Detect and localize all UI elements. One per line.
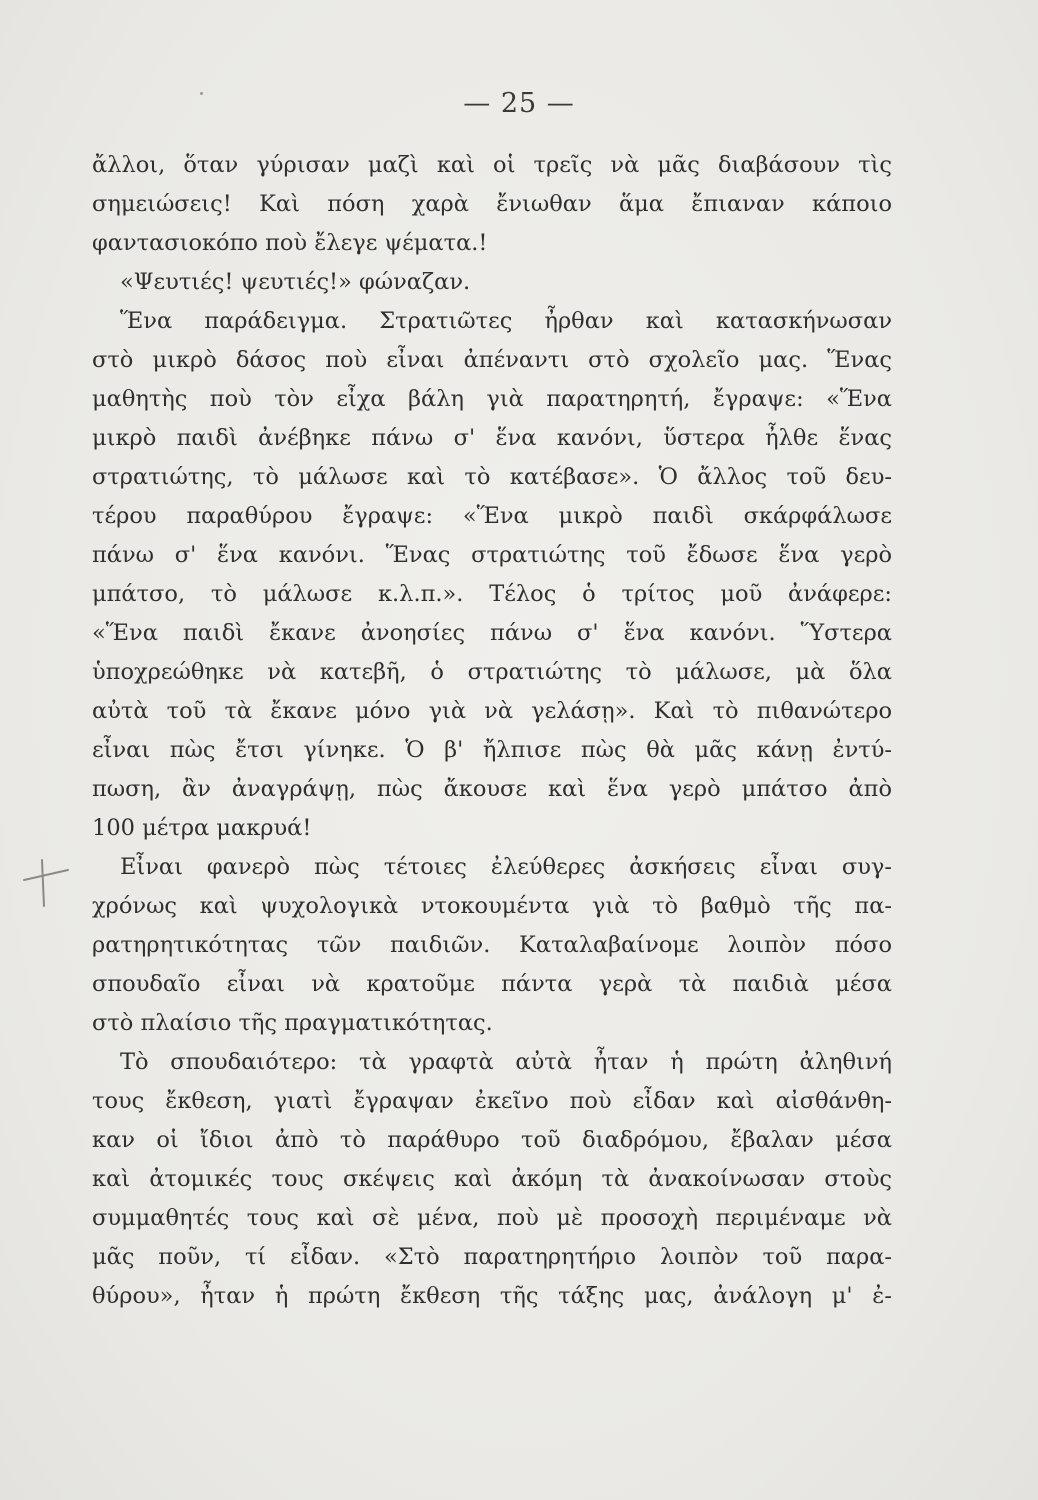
text-line: φαντασιοκόπο ποὺ ἔλεγε ψέματα.! <box>92 230 488 256</box>
text-line: αὐτὰ τοῦ τὰ ἔκανε μόνο γιὰ νὰ γελάσῃ». Καὶ τὸ πιθανώτερο <box>92 698 892 724</box>
text-line: στὸ πλαίσιο τῆς πραγματικότητας. <box>92 1010 493 1036</box>
text-line: πωση, ἂν ἀναγράψῃ, πὼς ἄκουσε καὶ ἕνα γερὸ μπάτσο ἀπὸ <box>92 776 892 802</box>
text-line: ἄλλοι, ὅταν γύρισαν μαζὶ καὶ οἱ τρεῖς νὰ μᾶς διαβάσουν τὶς <box>92 152 892 178</box>
page-number: — 25 — <box>463 88 575 119</box>
text-line: καὶ ἀτομικές τους σκέψεις καὶ ἀκόμη τὰ ἀνακοίνωσαν στοὺς <box>92 1166 892 1192</box>
text-line: πάνω σ' ἕνα κανόνι. Ἕνας στρατιώτης τοῦ ἔδωσε ἕνα γερὸ <box>92 542 892 568</box>
text-line: Ἕνα παράδειγμα. Στρατιῶτες ἦρθαν καὶ κατασκήνωσαν <box>120 308 892 334</box>
text-line: Εἶναι φανερὸ πὼς τέτοιες ἐλεύθερες ἀσκήσεις εἶναι συγ- <box>120 854 892 880</box>
text-line: χρόνως καὶ ψυχολογικὰ ντοκουμέντα γιὰ τὸ βαθμὸ τῆς πα- <box>92 893 892 919</box>
text-line: εἶναι πὼς ἔτσι γίνηκε. Ὁ β' ἤλπισε πὼς θὰ μᾶς κάνῃ ἐντύ- <box>92 737 892 763</box>
text-line: συμμαθητές τους καὶ σὲ μένα, ποὺ μὲ προσοχὴ περιμέναμε νὰ <box>92 1205 892 1231</box>
text-line: «Ψευτιές! ψευτιές!» φώναζαν. <box>120 269 471 295</box>
text-line: μπάτσο, τὸ μάλωσε κ.λ.π.». Τέλος ὁ τρίτος μοῦ ἀνάφερε: <box>92 581 892 607</box>
text-line: τους ἔκθεση, γιατὶ ἔγραψαν ἐκεῖνο ποὺ εἶδαν καὶ αἰσθάνθη- <box>92 1088 892 1114</box>
text-line: ὑποχρεώθηκε νὰ κατεβῆ, ὁ στρατιώτης τὸ μάλωσε, μὰ ὅλα <box>92 659 892 685</box>
text-line: τέρου παραθύρου ἔγραψε: «Ἕνα μικρὸ παιδὶ σκάρφάλωσε <box>92 503 892 529</box>
text-line: σπουδαῖο εἶναι νὰ κρατοῦμε πάντα γερὰ τὰ παιδιὰ μέσα <box>92 971 892 997</box>
text-line: θύρου», ἦταν ἡ πρώτη ἔκθεση τῆς τάξης μας, ἀνάλογη μ' ἐ- <box>92 1283 892 1309</box>
text-line: 100 μέτρα μακρυά! <box>92 815 312 841</box>
text-line: στὸ μικρὸ δάσος ποὺ εἶναι ἀπέναντι στὸ σχολεῖο μας. Ἕνας <box>92 347 892 373</box>
text-line: «Ἕνα παιδὶ ἔκανε ἀνοησίες πάνω σ' ἕνα κανόνι. Ὕστερα <box>92 620 892 646</box>
text-line: Τὸ σπουδαιότερο: τὰ γραφτὰ αὐτὰ ἦταν ἡ πρώτη ἀληθινή <box>120 1049 892 1075</box>
text-line: σημειώσεις! Καὶ πόση χαρὰ ἔνιωθαν ἅμα ἔπιαναν κάποιο <box>92 191 892 217</box>
text-line: στρατιώτης, τὸ μάλωσε καὶ τὸ κατέβασε». Ὁ ἄλλος τοῦ δευ- <box>92 464 892 490</box>
text-line: καν οἱ ἴδιοι ἀπὸ τὸ παράθυρο τοῦ διαδρόμου, ἔβαλαν μέσα <box>92 1127 892 1153</box>
text-line: μικρὸ παιδὶ ἀνέβηκε πάνω σ' ἕνα κανόνι, ὕστερα ἦλθε ἕνας <box>92 425 892 451</box>
text-line: ρατηρητικότητας τῶν παιδιῶν. Καταλαβαίνομε λοιπὸν πόσο <box>92 932 892 958</box>
text-line: μᾶς ποῦν, τί εἶδαν. «Στὸ παρατηρητήριο λοιπὸν τοῦ παρα- <box>92 1244 892 1270</box>
body-text <box>92 146 892 1316</box>
text-line: μαθητὴς ποὺ τὸν εἶχα βάλη γιὰ παρατηρητή, ἔγραψε: «Ἕνα <box>92 386 892 412</box>
pencil-cross-mark <box>22 858 72 908</box>
